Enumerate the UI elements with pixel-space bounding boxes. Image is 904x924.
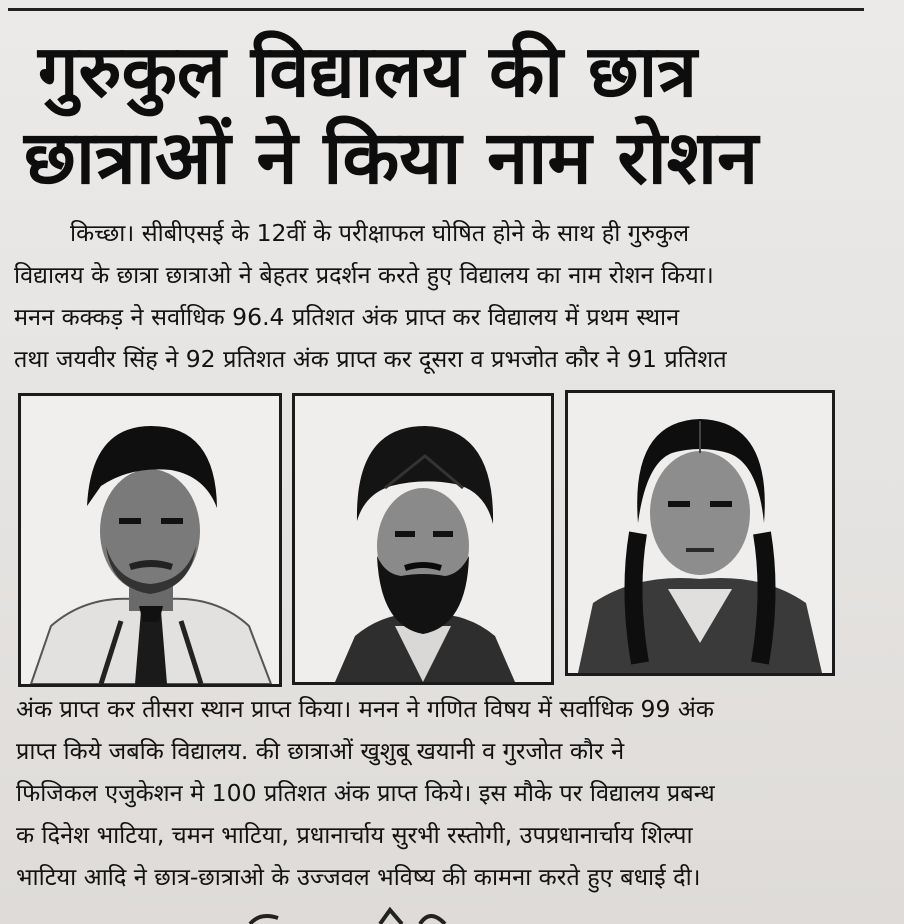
headline-line-2: छात्राओं ने किया नाम रोशन xyxy=(24,115,759,201)
body-line-6: प्राप्त किये जबकि विद्यालय. की छात्राओं खुशुबू खयानी व गुरजोत कौर ने xyxy=(16,737,625,765)
body-line-5: अंक प्राप्त कर तीसरा स्थान प्राप्त किया। मनन ने गणित विषय में सर्वाधिक 99 अंक xyxy=(16,695,714,723)
student-photo-3 xyxy=(565,390,835,676)
cut-off-text-marks xyxy=(230,906,490,924)
body-line-1: किच्छा। सीबीएसई के 12वीं के परीक्षाफल घोषित होने के साथ ही गुरुकुल xyxy=(70,219,690,247)
body-line-8: क दिनेश भाटिया, चमन भाटिया, प्रधानार्चाय सुरभी रस्तोगी, उपप्रधानार्चाय शिल्पा xyxy=(16,821,693,849)
headline-line-1: गुरुकुल विद्यालय की छात्र xyxy=(38,29,697,113)
student-photo-1 xyxy=(18,393,282,687)
top-rule xyxy=(8,8,864,11)
student-photo-2 xyxy=(292,393,554,685)
body-line-3: मनन कक्कड़ ने सर्वाधिक 96.4 प्रतिशत अंक प्राप्त कर विद्यालय में प्रथम स्थान xyxy=(14,303,680,331)
body-line-4: तथा जयवीर सिंह ने 92 प्रतिशत अंक प्राप्त कर दूसरा व प्रभजोत कौर ने 91 प्रतिशत xyxy=(14,345,727,373)
body-line-9: भाटिया आदि ने छात्र-छात्राओ के उज्जवल भविष्य की कामना करते हुए बधाई दी। xyxy=(16,863,701,891)
body-line-7: फिजिकल एजुकेशन मे 100 प्रतिशत अंक प्राप्त किये। इस मौके पर विद्यालय प्रबन्ध xyxy=(16,779,715,807)
body-line-2: विद्यालय के छात्रा छात्राओ ने बेहतर प्रदर्शन करते हुए विद्यालय का नाम रोशन किया। xyxy=(14,261,714,289)
